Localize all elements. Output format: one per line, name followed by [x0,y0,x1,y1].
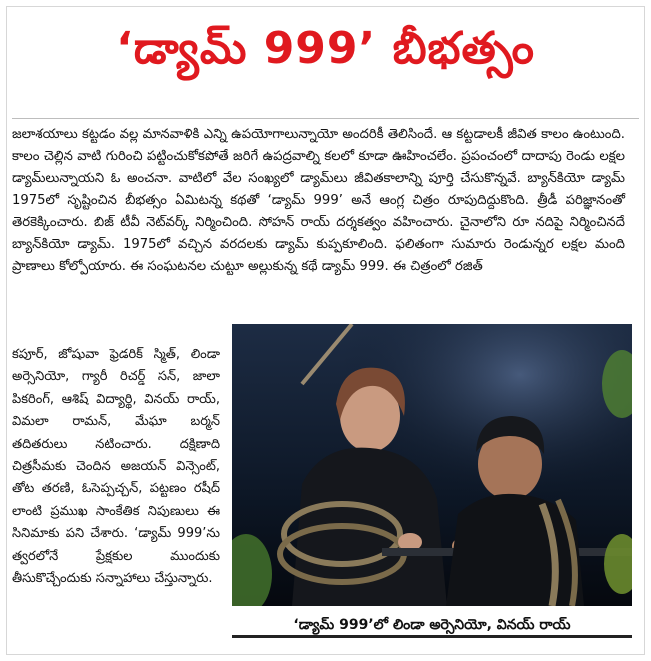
headline-divider [12,118,639,119]
article-paragraph-top: జలాశయాలు కట్టడం వల్ల మానవాళికి ఎన్ని ఉపయోగాలున్నాయో అందరికీ తెలిసిందే. ఆ కట్టడాలకీ జీవిత కాలం ఉంటుంది. కాలం చెల్లిన వాటి గురించి పట్టించుకోకపోతే జరిగే ఉపద్రవాల్ని కలలో కూడా ఊహించలేం. ప్రపంచంలో దాదాపు రెండు లక్షల డ్యామ్‌లున్నాయని ఓ అంచనా. వాటిలో వేల సంఖ్యలో డ్యామ్‌లు జీవితకాలాన్ని పూర్తి చేసుకొన్నవే. బ్యాన్‌కియో డ్యామ్ 1975లో సృష్టించిన బీభత్సం ఏమిటన్న కథతో ‘డ్యామ్ 999’ అనే ఆంగ్ల చిత్రం రూపుదిద్దుకొంది. త్రీడీ పరిజ్ఞానంతో తెరకెక్కించారు. బిజ్ టీవీ నెట్‌వర్క్ నిర్మించింది. సోహన్ రాయ్ దర్శకత్వం వహించారు. చైనాలోని రూ నదిపై నిర్మించినదే బ్యాన్‌కియో డ్యామ్. 1975లో వచ్చిన వరదలకు డ్యామ్ కుప్పకూలింది. ఫలితంగా సుమారు రెండున్నర లక్షల మంది ప్రాణాలు కోల్పోయారు. ఈ సంఘటనల చుట్టూ అల్లుకున్న కథే డ్యామ్ 999. ఈ చిత్రంలో రజిత్ [12,127,625,274]
movie-still-illustration [232,324,632,606]
movie-still-photo [232,324,632,606]
article-headline: ‘డ్యామ్ 999’ బీభత్సం [116,23,535,74]
photo-caption: ‘డ్యామ్ 999’లో లిండా అర్సెనియో, వినయ్ రాయ్ [232,612,632,638]
article-paragraph-side: కపూర్, జోషువా ఫ్రెడరిక్ స్మిత్, లిండా అర్సెనియో, గ్యారీ రిచర్డ్ సన్, జాలా పికరింగ్, ఆశిష్ విద్యార్థి, వినయ్ రాయ్, విమలా రామన్, మేఘా బర్మన్ తదితరులు నటించారు. దక్షిణాది చిత్రసీమకు చెందిన అజయన్ విన్సెంట్, తోట తరణి, ఓసెప్పచ్చన్, పట్టణం రషీద్ లాంటి ప్రముఖ సాంకేతిక నిపుణులు ఈ సినిమాకు పని చేశారు. ‘డ్యామ్ 999’ను త్వరలోనే ప్రేక్షకుల ముందుకు తీసుకొచ్చేందుకు సన్నాహాలు చేస్తున్నారు. [12,347,220,587]
article-body-side-column [12,344,220,590]
article-body-top [12,124,625,278]
